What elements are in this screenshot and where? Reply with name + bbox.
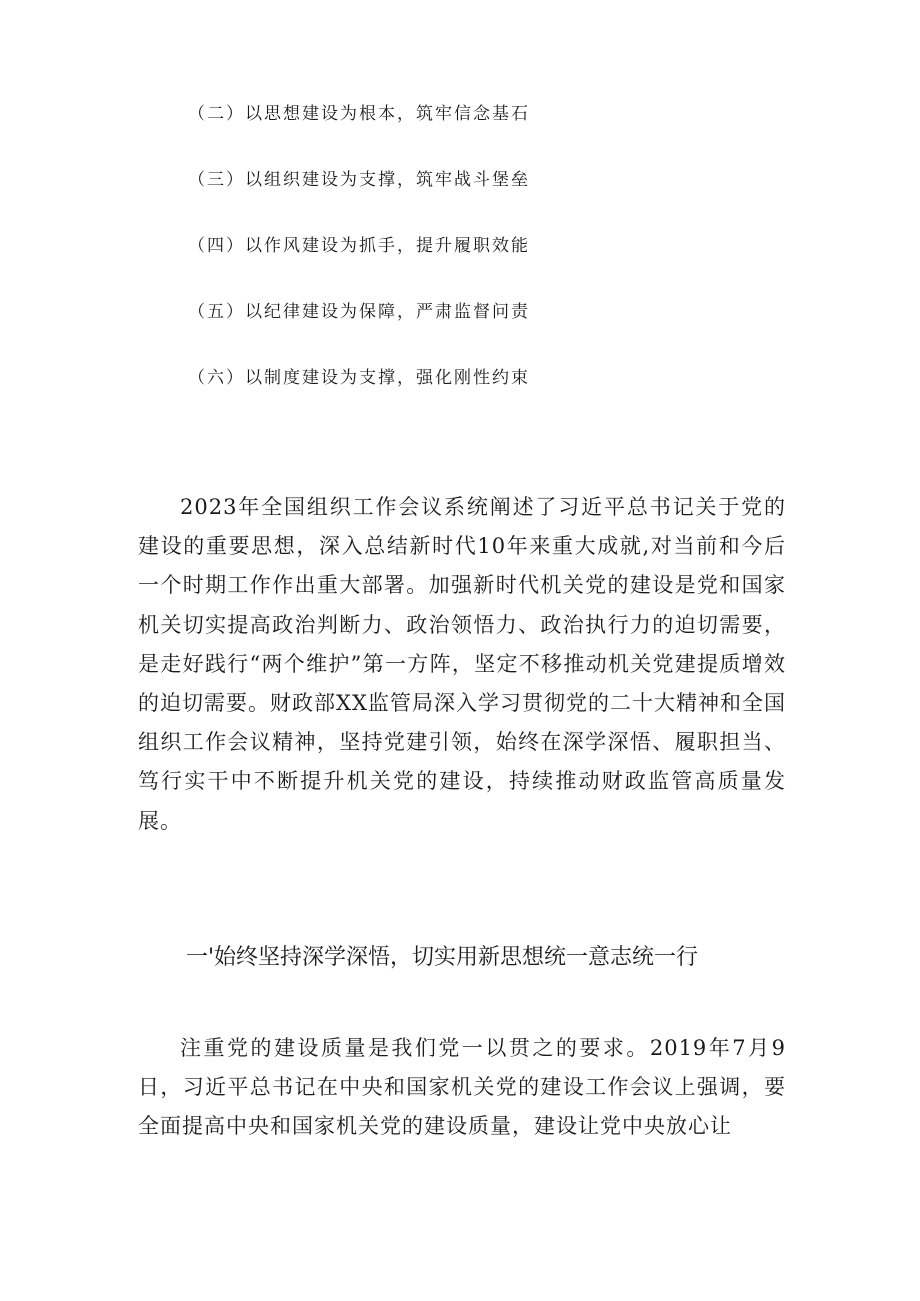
outline-item-4: （四）以作风建设为抓手，提升履职效能	[188, 236, 530, 256]
outline-list	[188, 96, 788, 426]
intro-paragraph: 2023年全国组织工作会议系统阐述了习近平总书记关于党的建设的重要思想，深入总结新时代10年来重大成就,对当前和今后一个时期工作作出重大部署。加强新时代机关党的建设是党和国家机关切实提高政治判断力、政治领悟力、政治执行力的迫切需要，是走好践行“两个维护”第一方阵，坚定不移推动机关党建提质增效的迫切需要。财政部XX监管局深入学习贯彻党的二十大精神和全国组织工作会议精神，坚持党建引领，始终在深学深悟、履职担当、笃行实干中不断提升机关党的建设，持续推动财政监管高质量发展。	[138, 495, 786, 833]
outline-item-2: （二）以思想建设为根本，筑牢信念基石	[188, 104, 530, 124]
section-paragraph: 注重党的建设质量是我们党一以贯之的要求。2019年7月9日，习近平总书记在中央和国家机关党的建设工作会议上强调，要全面提高中央和国家机关党的建设质量，建设让党中央放心让	[138, 1036, 786, 1139]
outline-item-3: （三）以组织建设为支撑，筑牢战斗堡垒	[188, 170, 530, 190]
outline-item-5: （五）以纪律建设为保障，严肃监督问责	[188, 302, 530, 322]
section-heading: 一'始终坚持深学深悟，切实用新思想统一意志统一行	[186, 945, 699, 970]
outline-item-6: （六）以制度建设为支撑，强化刚性约束	[188, 368, 530, 388]
